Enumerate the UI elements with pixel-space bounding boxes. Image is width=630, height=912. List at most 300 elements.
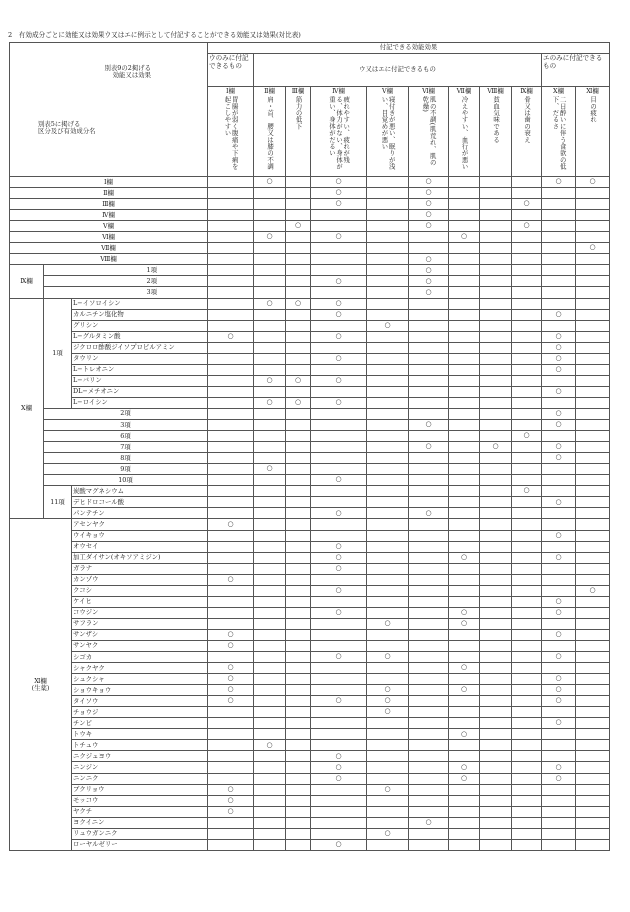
mark-cell xyxy=(480,640,512,651)
mark-cell xyxy=(254,408,286,419)
mark-cell xyxy=(409,353,449,364)
mark-cell xyxy=(480,475,512,486)
mark-cell xyxy=(542,618,576,629)
mark-cell xyxy=(542,475,576,486)
mark-circle: ○ xyxy=(367,696,409,707)
mark-cell xyxy=(286,828,311,839)
table-row xyxy=(10,210,610,221)
mark-cell xyxy=(286,508,311,519)
mark-cell xyxy=(409,674,449,685)
mark-cell xyxy=(286,408,311,419)
mark-cell xyxy=(512,254,542,265)
table-row xyxy=(10,188,610,199)
mark-cell xyxy=(576,442,610,453)
mark-cell xyxy=(449,574,480,585)
mark-cell xyxy=(542,751,576,762)
mark-circle: ○ xyxy=(449,729,480,740)
mark-circle: ○ xyxy=(311,652,367,663)
mark-cell xyxy=(254,674,286,685)
mark-circle: ○ xyxy=(542,552,576,563)
mark-cell xyxy=(367,475,409,486)
mark-cell xyxy=(576,232,610,243)
mark-cell xyxy=(254,762,286,773)
mark-cell xyxy=(311,729,367,740)
table-row xyxy=(10,375,610,386)
table-row xyxy=(10,839,610,850)
mark-circle: ○ xyxy=(311,696,367,707)
mark-cell xyxy=(254,188,286,199)
mark-cell xyxy=(449,497,480,508)
mark-cell xyxy=(480,663,512,674)
mark-circle: ○ xyxy=(409,508,449,519)
mark-cell xyxy=(254,265,286,276)
row-label: 加工ダイサン(オキソアミジン) xyxy=(72,552,208,563)
mark-cell xyxy=(512,386,542,397)
mark-cell xyxy=(449,629,480,640)
mark-cell xyxy=(208,431,254,442)
mark-cell xyxy=(576,287,610,298)
table-row xyxy=(10,475,610,486)
group-label-ix: Ⅸ欄 xyxy=(10,265,44,298)
mark-circle: ○ xyxy=(208,640,254,651)
mark-cell xyxy=(367,353,409,364)
mark-cell xyxy=(311,497,367,508)
mark-cell xyxy=(576,408,610,419)
row-label: 10項 xyxy=(44,475,208,486)
mark-cell xyxy=(286,519,311,530)
mark-cell xyxy=(512,685,542,696)
table-row xyxy=(10,806,610,817)
column-header-v xyxy=(367,87,409,177)
mark-circle: ○ xyxy=(512,199,542,210)
header-corner xyxy=(10,43,208,177)
mark-cell xyxy=(449,707,480,718)
mark-cell xyxy=(480,497,512,508)
mark-cell xyxy=(576,607,610,618)
mark-cell xyxy=(367,839,409,850)
mark-circle: ○ xyxy=(480,442,512,453)
mark-cell xyxy=(409,375,449,386)
mark-cell xyxy=(512,530,542,541)
mark-cell xyxy=(311,221,367,232)
mark-cell xyxy=(208,221,254,232)
table-row xyxy=(10,408,610,419)
mark-cell xyxy=(512,563,542,574)
mark-circle: ○ xyxy=(449,663,480,674)
mark-cell xyxy=(576,508,610,519)
mark-cell xyxy=(208,817,254,828)
mark-cell xyxy=(449,442,480,453)
mark-cell xyxy=(480,519,512,530)
table-row xyxy=(10,707,610,718)
mark-cell xyxy=(367,375,409,386)
row-label: トウキ xyxy=(72,729,208,740)
mark-cell xyxy=(311,685,367,696)
table-row xyxy=(10,442,610,453)
mark-circle: ○ xyxy=(311,309,367,320)
mark-circle: ○ xyxy=(542,629,576,640)
mark-circle: ○ xyxy=(449,773,480,784)
mark-cell xyxy=(286,475,311,486)
mark-cell xyxy=(409,342,449,353)
mark-cell xyxy=(286,309,311,320)
mark-cell xyxy=(576,530,610,541)
mark-cell xyxy=(286,629,311,640)
mark-cell xyxy=(208,177,254,188)
table-row xyxy=(10,828,610,839)
mark-cell xyxy=(254,607,286,618)
mark-cell xyxy=(286,596,311,607)
mark-circle: ○ xyxy=(311,177,367,188)
mark-cell xyxy=(254,519,286,530)
mark-cell xyxy=(409,707,449,718)
mark-cell xyxy=(367,541,409,552)
mark-cell xyxy=(480,729,512,740)
mark-cell xyxy=(367,331,409,342)
row-label: グリシン xyxy=(72,320,208,331)
mark-cell xyxy=(409,596,449,607)
mark-cell xyxy=(254,475,286,486)
mark-circle: ○ xyxy=(311,397,367,408)
mark-cell xyxy=(449,795,480,806)
mark-cell xyxy=(480,773,512,784)
mark-cell xyxy=(367,640,409,651)
mark-circle: ○ xyxy=(367,320,409,331)
mark-cell xyxy=(367,519,409,530)
mark-cell xyxy=(367,188,409,199)
table-row xyxy=(10,652,610,663)
row-label: ニンジン xyxy=(72,762,208,773)
mark-cell xyxy=(576,397,610,408)
mark-cell xyxy=(254,663,286,674)
row-label: ローヤルゼリー xyxy=(72,839,208,850)
table-row xyxy=(10,585,610,596)
row-label: オウセイ xyxy=(72,541,208,552)
column-header-iii xyxy=(286,87,311,177)
mark-cell xyxy=(311,740,367,751)
mark-cell xyxy=(286,353,311,364)
row-label: カンゾウ xyxy=(72,574,208,585)
table-row xyxy=(10,541,610,552)
mark-cell xyxy=(576,552,610,563)
mark-circle: ○ xyxy=(311,188,367,199)
mark-cell xyxy=(449,298,480,309)
mark-circle: ○ xyxy=(311,607,367,618)
header-group-e-only: エのみに付記できるもの xyxy=(542,54,610,87)
mark-cell xyxy=(542,806,576,817)
mark-cell xyxy=(254,486,286,497)
mark-cell xyxy=(254,431,286,442)
mark-cell xyxy=(480,188,512,199)
mark-circle: ○ xyxy=(449,552,480,563)
mark-circle: ○ xyxy=(542,177,576,188)
mark-cell xyxy=(512,640,542,651)
mark-circle: ○ xyxy=(542,696,576,707)
mark-cell xyxy=(367,453,409,464)
group-title: Ⅺ欄 xyxy=(34,676,47,685)
column-description: 目の疲れ xyxy=(589,96,598,123)
mark-circle: ○ xyxy=(367,685,409,696)
mark-cell xyxy=(542,817,576,828)
header-top: 付記できる効能効果 xyxy=(208,43,610,54)
mark-cell xyxy=(449,453,480,464)
mark-cell xyxy=(208,718,254,729)
mark-circle: ○ xyxy=(311,839,367,850)
mark-cell xyxy=(512,663,542,674)
mark-cell xyxy=(208,309,254,320)
mark-circle: ○ xyxy=(254,375,286,386)
row-label: ウイキョウ xyxy=(72,530,208,541)
mark-circle: ○ xyxy=(254,232,286,243)
table-row xyxy=(10,784,610,795)
mark-cell xyxy=(286,640,311,651)
mark-cell xyxy=(409,652,449,663)
mark-cell xyxy=(449,674,480,685)
row-label: ブクリョウ xyxy=(72,784,208,795)
column-header-xi xyxy=(576,87,610,177)
row-label: Ⅱ欄 xyxy=(10,188,208,199)
mark-circle: ○ xyxy=(311,773,367,784)
table-row xyxy=(10,629,610,640)
mark-cell xyxy=(254,828,286,839)
mark-circle: ○ xyxy=(254,740,286,751)
mark-cell xyxy=(542,839,576,850)
row-label: Ⅵ欄 xyxy=(10,232,208,243)
row-label: 1項 xyxy=(44,265,208,276)
mark-cell xyxy=(311,442,367,453)
mark-cell xyxy=(512,773,542,784)
mark-cell xyxy=(254,386,286,397)
mark-cell xyxy=(254,696,286,707)
mark-cell xyxy=(367,585,409,596)
mark-cell xyxy=(542,221,576,232)
mark-circle: ○ xyxy=(208,674,254,685)
column-label: Ⅶ欄 xyxy=(456,87,472,95)
mark-cell xyxy=(512,497,542,508)
mark-cell xyxy=(480,508,512,519)
mark-circle: ○ xyxy=(286,221,311,232)
mark-circle: ○ xyxy=(576,177,610,188)
mark-cell xyxy=(367,795,409,806)
mark-cell xyxy=(480,607,512,618)
mark-cell xyxy=(449,464,480,475)
mark-cell xyxy=(367,442,409,453)
mark-cell xyxy=(208,729,254,740)
mark-cell xyxy=(286,707,311,718)
mark-circle: ○ xyxy=(367,652,409,663)
mark-cell xyxy=(542,729,576,740)
mark-cell xyxy=(480,342,512,353)
mark-cell xyxy=(512,408,542,419)
mark-cell xyxy=(311,828,367,839)
mark-cell xyxy=(409,740,449,751)
mark-cell xyxy=(512,806,542,817)
mark-cell xyxy=(311,795,367,806)
row-label: トチュウ xyxy=(72,740,208,751)
table-row xyxy=(10,464,610,475)
column-label: Ⅴ欄 xyxy=(381,87,393,95)
mark-cell xyxy=(449,784,480,795)
mark-cell xyxy=(480,331,512,342)
mark-cell xyxy=(286,696,311,707)
mark-circle: ○ xyxy=(542,762,576,773)
mark-cell xyxy=(208,320,254,331)
table-row xyxy=(10,674,610,685)
mark-circle: ○ xyxy=(449,762,480,773)
table-row xyxy=(10,696,610,707)
mark-cell xyxy=(449,541,480,552)
column-description: 寝付きが悪い、眠りが浅い、目覚めが悪い xyxy=(380,96,396,170)
mark-cell xyxy=(311,618,367,629)
mark-cell xyxy=(576,784,610,795)
mark-cell xyxy=(367,574,409,585)
mark-cell xyxy=(367,740,409,751)
mark-circle: ○ xyxy=(542,364,576,375)
mark-cell xyxy=(367,287,409,298)
mark-cell xyxy=(409,629,449,640)
mark-cell xyxy=(254,199,286,210)
mark-cell xyxy=(208,375,254,386)
mark-cell xyxy=(512,243,542,254)
mark-cell xyxy=(286,177,311,188)
mark-cell xyxy=(311,408,367,419)
mark-circle: ○ xyxy=(208,663,254,674)
mark-cell xyxy=(512,276,542,287)
mark-circle: ○ xyxy=(409,221,449,232)
mark-cell xyxy=(512,442,542,453)
mark-cell xyxy=(542,640,576,651)
mark-cell xyxy=(576,210,610,221)
mark-cell xyxy=(208,265,254,276)
mark-cell xyxy=(254,685,286,696)
mark-cell xyxy=(480,254,512,265)
mark-cell xyxy=(208,552,254,563)
row-label: チョウジ xyxy=(72,707,208,718)
mark-cell xyxy=(576,221,610,232)
mark-cell xyxy=(208,486,254,497)
mark-cell xyxy=(449,331,480,342)
mark-circle: ○ xyxy=(542,773,576,784)
mark-cell xyxy=(254,497,286,508)
mark-circle: ○ xyxy=(449,618,480,629)
column-header-iv xyxy=(311,87,367,177)
mark-cell xyxy=(208,232,254,243)
mark-cell xyxy=(311,265,367,276)
mark-cell xyxy=(512,795,542,806)
mark-cell xyxy=(409,729,449,740)
mark-cell xyxy=(254,331,286,342)
mark-cell xyxy=(367,232,409,243)
mark-circle: ○ xyxy=(311,585,367,596)
mark-circle: ○ xyxy=(311,331,367,342)
mark-cell xyxy=(254,287,286,298)
mark-cell xyxy=(512,585,542,596)
mark-cell xyxy=(254,751,286,762)
mark-cell xyxy=(367,408,409,419)
mark-cell xyxy=(208,541,254,552)
mark-cell xyxy=(254,652,286,663)
mark-cell xyxy=(576,353,610,364)
mark-cell xyxy=(254,574,286,585)
mark-cell xyxy=(254,640,286,651)
mark-cell xyxy=(449,221,480,232)
mark-cell xyxy=(311,342,367,353)
mark-cell xyxy=(409,718,449,729)
mark-cell xyxy=(286,663,311,674)
row-label: Ⅲ欄 xyxy=(10,199,208,210)
mark-cell xyxy=(576,674,610,685)
mark-cell xyxy=(311,663,367,674)
mark-circle: ○ xyxy=(409,420,449,431)
mark-cell xyxy=(480,674,512,685)
mark-cell xyxy=(409,331,449,342)
mark-cell xyxy=(254,806,286,817)
mark-cell xyxy=(409,663,449,674)
mark-cell xyxy=(367,552,409,563)
mark-circle: ○ xyxy=(512,221,542,232)
mark-cell xyxy=(512,265,542,276)
mark-cell xyxy=(208,751,254,762)
mark-cell xyxy=(208,298,254,309)
mark-cell xyxy=(576,453,610,464)
mark-cell xyxy=(367,386,409,397)
mark-cell xyxy=(409,232,449,243)
mark-cell xyxy=(542,663,576,674)
mark-cell xyxy=(542,188,576,199)
mark-circle: ○ xyxy=(449,607,480,618)
mark-cell xyxy=(480,563,512,574)
mark-circle: ○ xyxy=(542,342,576,353)
mark-cell xyxy=(286,552,311,563)
mark-cell xyxy=(208,707,254,718)
mark-cell xyxy=(286,276,311,287)
mark-cell xyxy=(254,729,286,740)
mark-cell xyxy=(409,696,449,707)
mark-cell xyxy=(286,188,311,199)
mark-cell xyxy=(254,563,286,574)
mark-cell xyxy=(286,320,311,331)
table-row xyxy=(10,232,610,243)
mark-cell xyxy=(311,574,367,585)
mark-cell xyxy=(254,508,286,519)
mark-cell xyxy=(480,718,512,729)
mark-cell xyxy=(208,453,254,464)
mark-cell xyxy=(480,740,512,751)
column-label: Ⅳ欄 xyxy=(332,87,345,95)
mark-cell xyxy=(576,497,610,508)
mark-cell xyxy=(576,795,610,806)
mark-cell xyxy=(409,431,449,442)
row-label: サンヤク xyxy=(72,640,208,651)
mark-cell xyxy=(449,652,480,663)
mark-cell xyxy=(254,618,286,629)
mark-cell xyxy=(311,364,367,375)
table-row xyxy=(10,795,610,806)
column-label: Ⅲ欄 xyxy=(291,87,305,95)
mark-cell xyxy=(480,806,512,817)
mark-cell xyxy=(480,784,512,795)
mark-cell xyxy=(286,762,311,773)
mark-cell xyxy=(367,674,409,685)
table-row xyxy=(10,243,610,254)
mark-circle: ○ xyxy=(409,254,449,265)
table-row xyxy=(10,342,610,353)
mark-circle: ○ xyxy=(254,298,286,309)
mark-cell xyxy=(576,773,610,784)
mark-cell xyxy=(367,773,409,784)
mark-circle: ○ xyxy=(542,530,576,541)
mark-cell xyxy=(576,817,610,828)
